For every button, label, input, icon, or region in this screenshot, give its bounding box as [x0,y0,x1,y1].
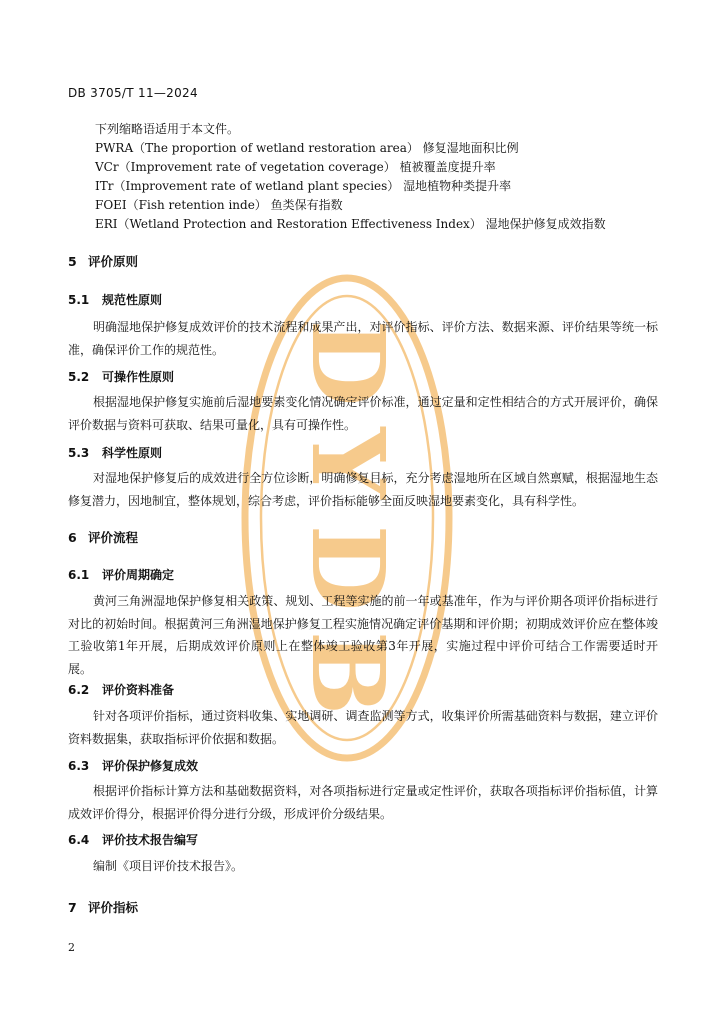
subsection-heading: 5.2 可操作性原则 [68,370,175,384]
watermark-letter: D [289,319,407,407]
subsection-heading: 5.1 规范性原则 [68,293,163,307]
paragraph: 针对各项评价指标，通过资料收集、实地调研、调查监测等方式，收集评价所需基础资料与数据，建立评价资料数据集，获取指标评价依据和数据。 [68,709,658,746]
abbreviations-intro: 下列缩略语适用于本文件。 [95,122,240,136]
subsection-heading: 6.2 评价资料准备 [68,683,175,697]
paragraph: 对湿地保护修复后的成效进行全方位诊断，明确修复目标，充分考虑湿地所在区域自然禀赋，根据湿地生态修复潜力，因地制宜，整体规划，综合考虑，评价指标能够全面反映湿地要素变化，具有科学性。 [68,471,658,508]
subsection-heading: 5.3 科学性原则 [68,446,163,460]
abbreviation-item: VCr（Improvement rate of vegetation coverage） 植被覆盖度提升率 [95,160,496,174]
abbreviation-item: PWRA（The proportion of wetland restoration area） 修复湿地面积比例 [95,141,519,155]
page-number: 2 [68,941,75,954]
section-heading: 6 评价流程 [68,530,139,545]
paragraph: 明确湿地保护修复成效评价的技术流程和成果产出，对评价指标、评价方法、数据来源、评价结果等统一标准，确保评价工作的规范性。 [68,320,658,357]
paragraph: 根据湿地保护修复实施前后湿地要素变化情况确定评价标准，通过定量和定性相结合的方式开展评价，确保评价数据与资料可获取、结果可量化，具有可操作性。 [68,395,658,432]
section-heading: 5 评价原则 [68,254,139,269]
subsection-heading: 6.1 评价周期确定 [68,568,175,582]
abbreviation-item: FOEI（Fish retention inde） 鱼类保有指数 [95,198,343,212]
section-heading: 7 评价指标 [68,900,139,915]
abbreviation-item: ERI（Wetland Protection and Restoration Effectiveness Index） 湿地保护修复成效指数 [95,217,606,231]
paragraph: 黄河三角洲湿地保护修复相关政策、规划、工程等实施的前一年或基准年，作为与评价期各项评价指标进行对比的初始时间。根据黄河三角洲湿地保护修复工程实施情况确定评价基期和评价期；初期成效评价应在整体竣工验收第1年开展，后期成效评价原则上在整体竣工验收第3年开展，实施过程中评价可结合工作需要适时开展。 [68,594,658,676]
paragraph: 编制《项目评价技术报告》。 [93,859,244,873]
subsection-heading: 6.3 评价保护修复成效 [68,759,199,773]
watermark-letter: B [289,630,407,716]
paragraph: 根据评价指标计算方法和基础数据资料，对各项指标进行定量或定性评价，获取各项指标评价指标值，计算成效评价得分，根据评价得分进行分级，形成评价分级结果。 [68,784,658,821]
document-code-header: DB 3705/T 11—2024 [68,86,198,100]
abbreviation-item: ITr（Improvement rate of wetland plant species） 湿地植物种类提升率 [95,179,512,193]
watermark-letter: D [289,524,407,612]
watermark-letter: Y [289,427,407,499]
subsection-heading: 6.4 评价技术报告编写 [68,833,199,847]
